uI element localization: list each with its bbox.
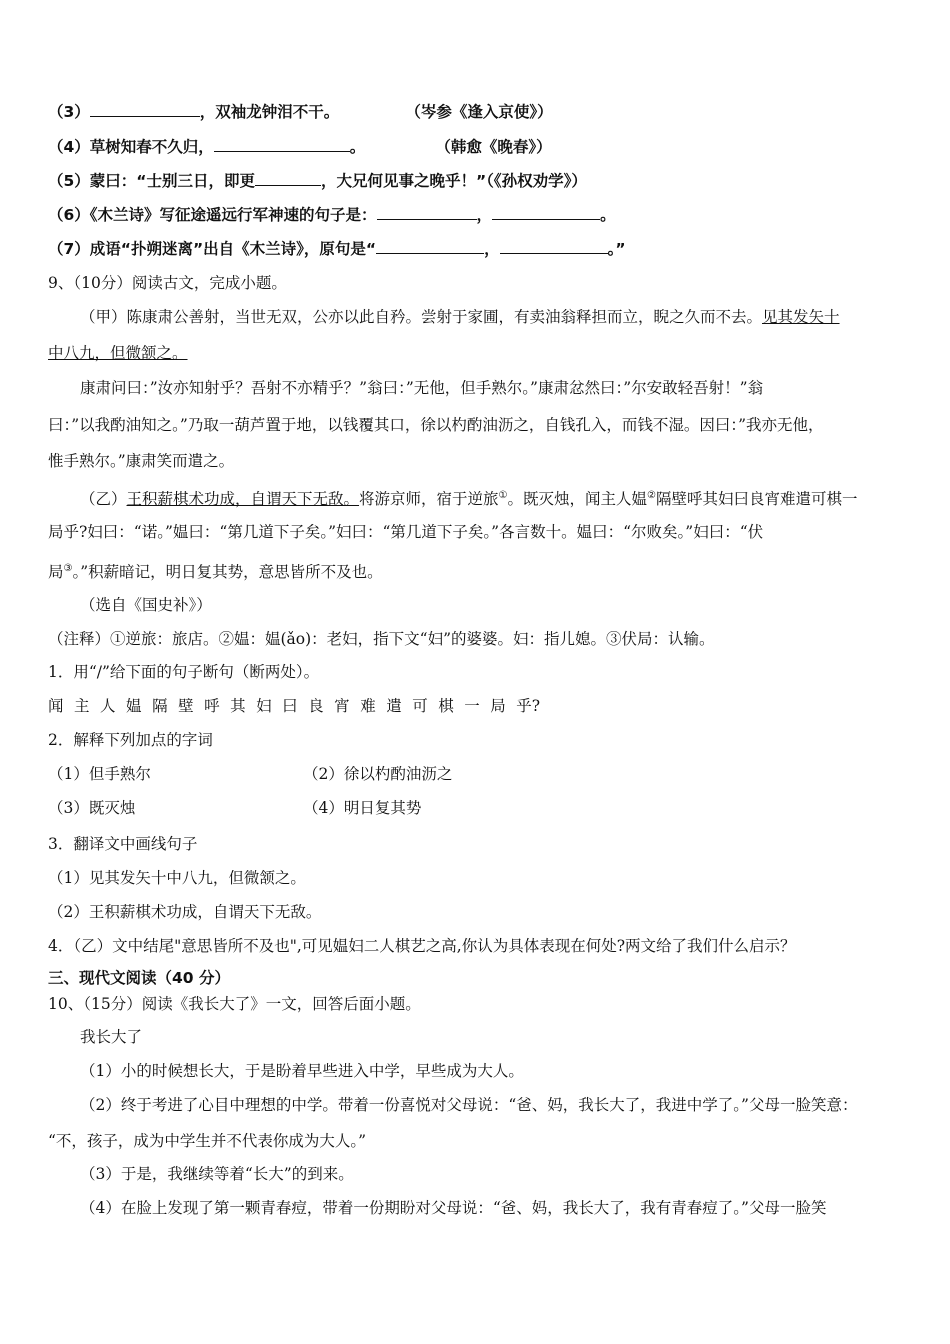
q3-source: （岑参《逢入京使》） [405, 103, 553, 121]
q5-blank[interactable] [255, 171, 321, 186]
q3-num: （3） [48, 103, 90, 121]
yi-text-1c: 隔壁呼其妇曰良宵难遣可棋一 [656, 490, 858, 509]
sentence-char: 宵 [334, 697, 350, 715]
q6-end: 。 [600, 206, 616, 224]
q9-sub1-text [48, 695, 551, 717]
sentence-char: 遣 [386, 697, 402, 715]
q5-end: ，大兄何见事之晚乎！”（《孙权劝学》） [320, 172, 587, 190]
yi-label: （乙） [80, 490, 127, 509]
sentence-char: 隔 [152, 697, 168, 715]
jia-text-2b: 手熟尔。”康肃忿然曰：”尔安敢轻吾射！”翁 [475, 379, 764, 397]
q4-source: （韩愈《晚春》） [435, 138, 552, 156]
fill-q6 [48, 204, 616, 226]
sentence-char: 壁 [178, 697, 194, 715]
q4-blank[interactable] [214, 137, 350, 152]
q3-blank[interactable] [90, 102, 200, 117]
q6-blank-2[interactable] [492, 205, 600, 220]
sentence-char: 难 [360, 697, 376, 715]
sentence-char: 良 [308, 697, 324, 715]
q10-p4: （4）在脸上发现了第一颗青春痘，带着一份期盼对父母说：“爸、妈，我长大了，我有青春痘了。”父母一脸笑 [80, 1199, 827, 1217]
q9-sub2-item3: （3）既灭烛 [48, 799, 136, 817]
sentence-char: 人 [100, 697, 116, 715]
q9-sub3-item2: （2）王积薪棋术功成，自谓天下无敌。 [48, 903, 322, 921]
q6-blank-1[interactable] [377, 205, 477, 220]
section3-heading: 三、现代文阅读（40 分） [48, 969, 230, 987]
jia-dotted-shao: 杓 [451, 416, 467, 434]
jia-underline-b: 中八九，但微颔之。 [48, 344, 188, 362]
q9-jia-line4 [48, 414, 824, 436]
jia-text-2a: 康肃问曰：”汝亦知射乎？吾射不亦精乎？”翁曰：”无他， [80, 379, 461, 397]
q9-jia-line2 [48, 342, 188, 364]
fill-q7 [48, 238, 626, 260]
q6-comma: ， [476, 206, 493, 224]
q9-jia-line3 [80, 377, 763, 399]
q9-source: （选自《国史补》） [80, 596, 212, 614]
sentence-char: 主 [74, 697, 90, 715]
q4-end: 。 [349, 138, 366, 156]
q9-sub2-item1: （1）但手熟尔 [48, 765, 151, 783]
q9-heading: 9、（10分）阅读古文，完成小题。 [48, 274, 287, 292]
jia-dotted-dan: 但 [460, 379, 476, 397]
jia-text-1: （甲）陈康肃公善射，当世无双，公亦以此自矜。尝射于家圃，有卖油翁释担而立，睨之久而不去。 [80, 308, 763, 326]
fill-q5 [48, 170, 587, 192]
sentence-char: 乎? [516, 697, 541, 715]
q10-p2b: “不，孩子，成为中学生并不代表你成为大人。” [48, 1132, 367, 1150]
q9-yi-line3 [48, 558, 383, 583]
q7-blank-1[interactable] [376, 239, 484, 254]
note-marker-1: ① [498, 490, 508, 501]
yi-text-1a: 将游京师，宿于逆旅 [359, 490, 499, 509]
q9-sub2-title: 2．解释下列加点的字词 [48, 731, 213, 749]
q7-comma: ， [484, 240, 500, 258]
q9-sub2-item4: （4）明日复其势 [303, 799, 422, 817]
note-marker-2: ② [647, 490, 656, 501]
q10-p2: （2）终于考进了心目中理想的中学。带着一份喜悦对父母说：“爸、妈，我长大了，我进中学了。”父母一脸笑意： [80, 1096, 858, 1114]
sentence-char: 其 [230, 697, 246, 715]
q7-text: （7）成语“扑朔迷离”出自《木兰诗》，原句是“ [48, 240, 377, 258]
q9-sub1-title: 1．用“/”给下面的句子断句（断两处）。 [48, 663, 320, 681]
sentence-char: 一 [464, 697, 480, 715]
q9-sub3-item1: （1）见其发矢十中八九，但微颔之。 [48, 869, 306, 887]
q9-jia-line5: 惟手熟尔。”康肃笑而遣之。 [48, 452, 235, 470]
yi-text-3b: 。”积薪暗记，明日复其势，意思皆所不及也。 [72, 563, 383, 582]
sentence-char: 闻 [48, 697, 64, 715]
fill-q3 [48, 101, 553, 123]
sentence-char: 妇 [256, 697, 272, 715]
q5-text: （5）蒙曰：“士别三日，即更 [48, 172, 255, 190]
sentence-char: 局 [490, 697, 506, 715]
sentence-char: 曰 [282, 697, 298, 715]
sentence-char: 棋 [438, 697, 454, 715]
q7-end: 。” [607, 240, 626, 258]
q6-text: （6）《木兰诗》写征途遥远行军神速的句子是： [48, 206, 377, 224]
q9-sub4: 4．（乙）文中结尾"意思皆所不及也",可见媪妇二人棋艺之高,你认为具体表现在何处?两文给了我们什么启示？ [48, 937, 796, 955]
jia-text-3b: 酌油沥之，自钱孔入，而钱不湿。因曰：”我亦无他， [466, 416, 824, 434]
q9-yi-line1 [80, 485, 858, 510]
yi-text-3a: 局 [48, 563, 64, 582]
jia-underline-a: 见其发矢十 [762, 308, 840, 326]
sentence-char: 可 [412, 697, 428, 715]
q4-text: （4）草树知春不久归， [48, 138, 214, 156]
q9-jia-line1 [80, 306, 904, 328]
yi-underline: 王积薪棋术功成，自谓天下无敌。 [126, 490, 360, 509]
note-marker-3: ③ [63, 563, 73, 574]
q10-article-title: 我长大了 [80, 1028, 143, 1046]
yi-text-1b: 。既灭烛，闻主人媪 [507, 490, 648, 509]
q9-notes: （注释）①逆旅：旅店。②媪：媪(ǎo)：老妇，指下文“妇”的婆婆。妇：指儿媳。③伏局：认输。 [48, 630, 715, 648]
q9-yi-line2: 局乎?妇曰：“诺。”媪曰：“第几道下子矣。”妇曰：“第几道下子矣。”各言数十。媪曰：“尔败矣。”妇曰：“伏 [48, 523, 764, 541]
q9-sub2-item2: （2）徐以杓酌油沥之 [303, 765, 453, 783]
sentence-char: 媪 [126, 697, 142, 715]
q7-blank-2[interactable] [500, 239, 608, 254]
q9-sub3-title: 3．翻译文中画线句子 [48, 835, 198, 853]
q10-p3: （3）于是，我继续等着“长大”的到来。 [80, 1165, 354, 1183]
fill-q4 [48, 136, 552, 158]
jia-text-3a: 曰：”以我酌油知之。”乃取一葫芦置于地，以钱覆其口，徐以 [48, 416, 452, 434]
sentence-char: 呼 [204, 697, 220, 715]
q10-heading: 10、（15分）阅读《我长大了》一文，回答后面小题。 [48, 995, 421, 1013]
q10-p1: （1）小的时候想长大，于是盼着早些进入中学，早些成为大人。 [80, 1062, 524, 1080]
q3-text: ，双袖龙钟泪不干。 [199, 103, 340, 121]
